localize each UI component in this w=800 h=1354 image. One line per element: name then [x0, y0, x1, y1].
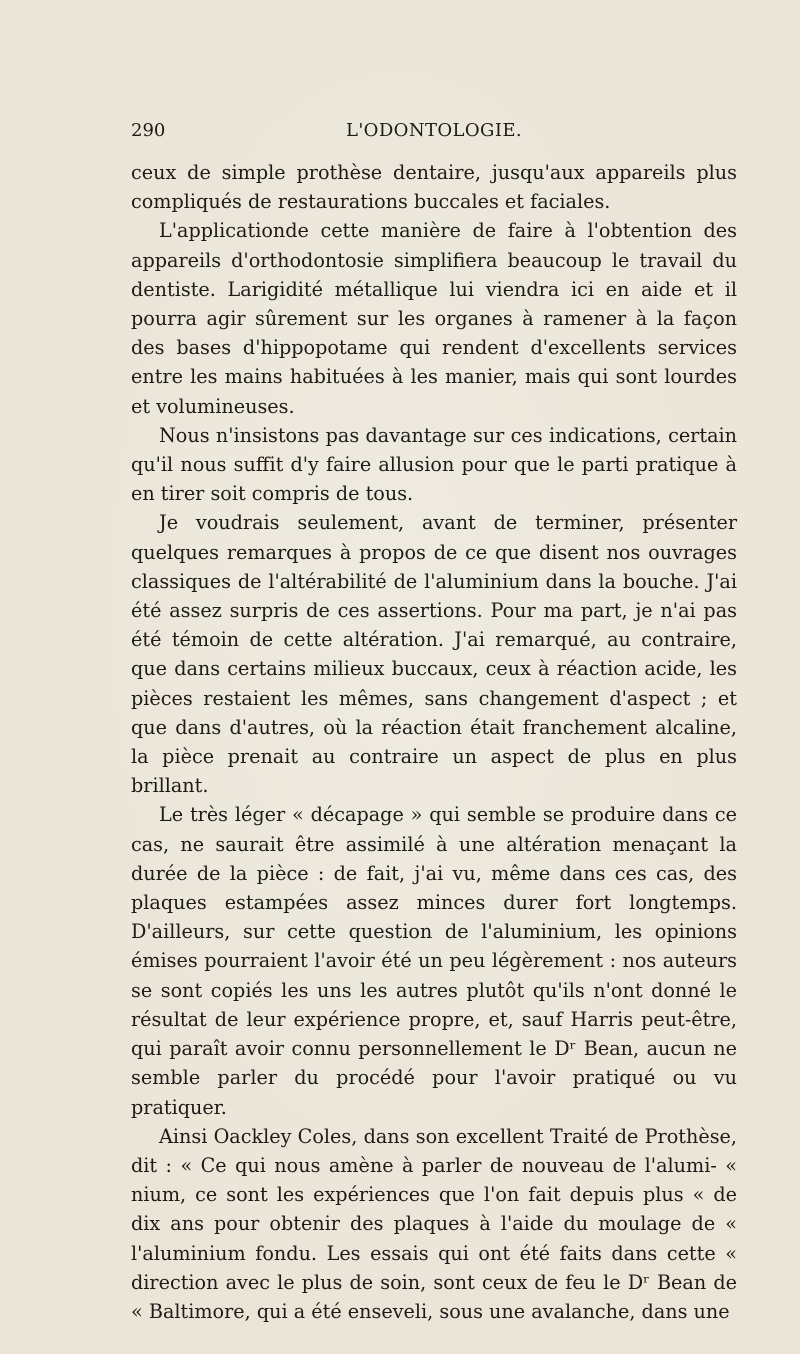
- paragraph: ceux de simple prothèse dentaire, jusqu'aux appareils plus compliqués de restaurations buccales et faciales.: [131, 161, 737, 214]
- page-number: 290: [131, 120, 166, 141]
- body-text: [131, 158, 737, 1326]
- paragraph: Le très léger « décapage » qui semble se produire dans ce cas, ne saurait être assimilé à une altération menaçant la durée de la pièce : de fait, j'ai vu, même dans ces cas, des plaques estampées assez minces durer fort longtemps. D'ailleurs, sur cette question de l'aluminium, les opinions émises pourraient l'avoir été un peu légèrement : nos auteurs se sont copiés les uns les autres plutôt qu'ils n'ont donné le résultat de leur expérience propre, et, sauf Harris peut-être, qui paraît avoir connu personnellement le Dʳ Bean, aucun ne semble parler du procédé pour l'avoir pratiqué ou vu pratiquer.: [131, 803, 737, 1119]
- paragraph: Ainsi Oackley Coles, dans son excellent Traité de Prothèse, dit : « Ce qui nous amène à parler de nouveau de l'alumi- « nium, ce sont les expériences que l'on fait depuis plus « de dix ans pour obtenir des plaques à l'aide du moulage de « l'aluminium fondu. Les essais qui ont été faits dans cette « direction avec le plus de soin, sont ceux de feu le Dʳ Bean de « Baltimore, qui a été enseveli, sous une avalanche, dans une: [131, 1124, 737, 1323]
- page-header: [131, 119, 737, 143]
- paragraph: L'applicationde cette manière de faire à l'obtention des appareils d'orthodontosie simplifiera beaucoup le travail du dentiste. Larigidité métallique lui viendra ici en aide et il pourra agir sûrement sur les organes à ramener à la façon des bases d'hippopotame qui rendent d'excellents services entre les mains habituées à les manier, mais qui sont lourdes et volumineuses.: [131, 219, 737, 418]
- paragraph: Nous n'insistons pas davantage sur ces indications, certain qu'il nous suffit d'y faire allusion pour que le parti pratique à en tirer soit compris de tous.: [131, 423, 737, 506]
- paragraph: Je voudrais seulement, avant de terminer, présenter quelques remarques à propos de ce que disent nos ouvrages classiques de l'altérabilité de l'aluminium dans la bouche. J'ai été assez surpris de ces assertions. Pour ma part, je n'ai pas été témoin de cette altération. J'ai remarqué, au contraire, que dans certains milieux buccaux, ceux à réaction acide, les pièces restaient les mêmes, sans changement d'aspect ; et que dans d'autres, où la réaction était franchement alcaline, la pièce prenait au contraire un aspect de plus en plus brillant.: [131, 511, 737, 798]
- running-title: L'ODONTOLOGIE.: [345, 120, 523, 141]
